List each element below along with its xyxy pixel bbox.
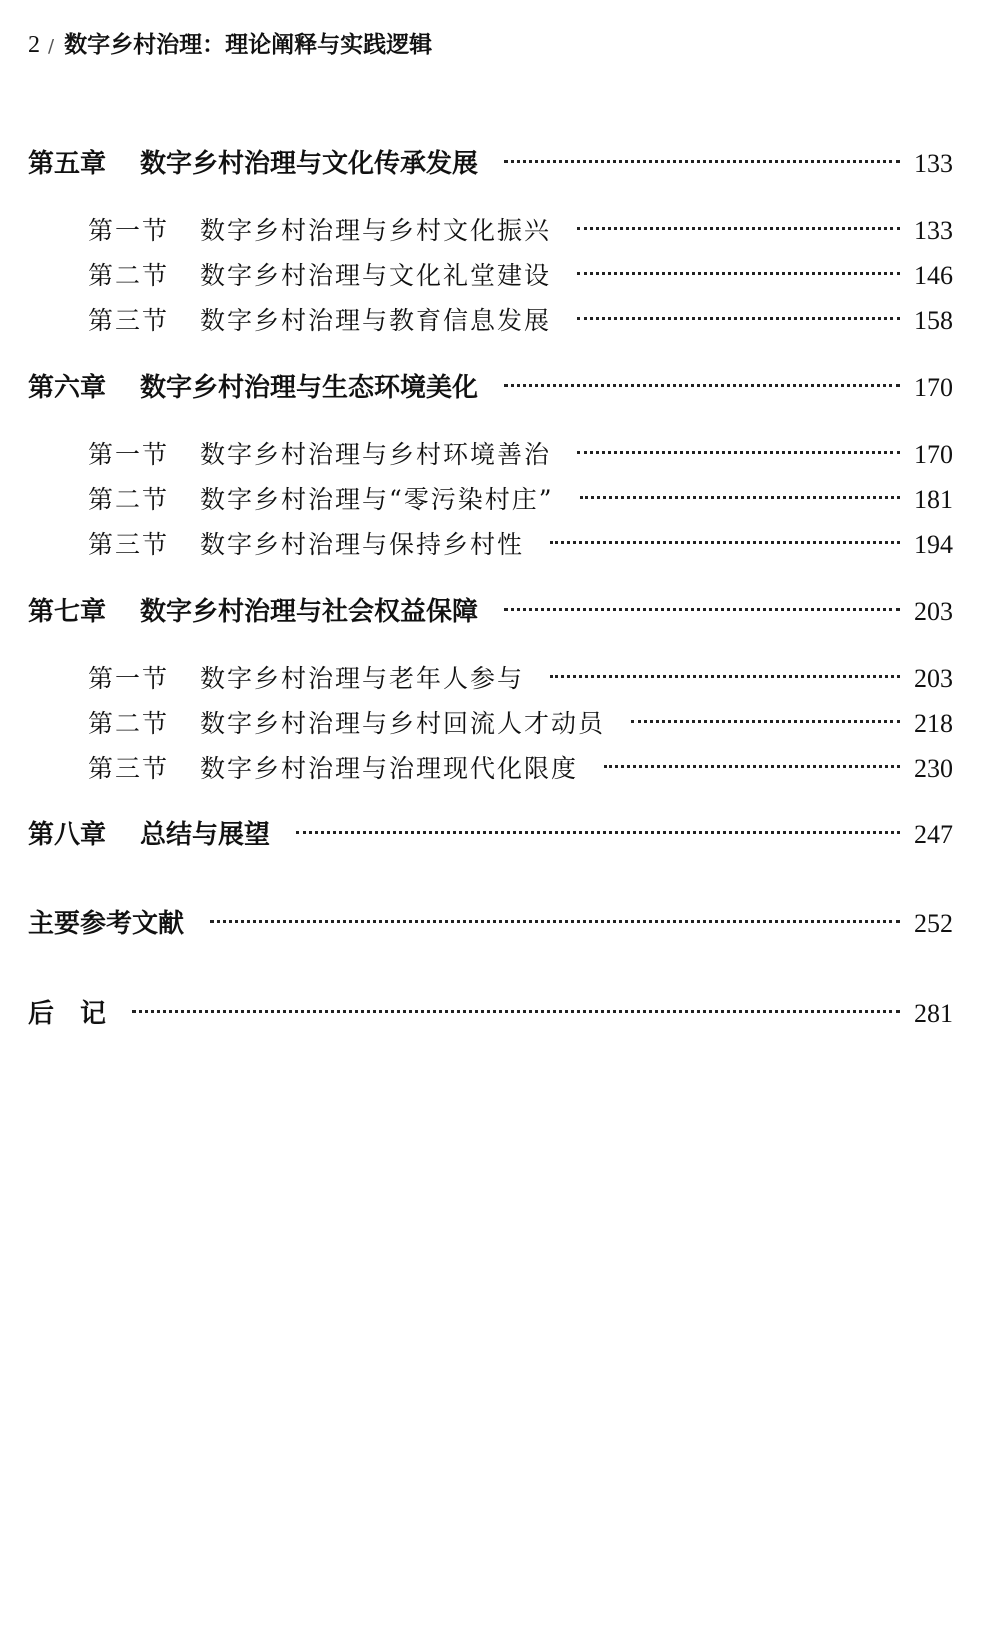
page-ref: 281	[914, 999, 953, 1028]
page-ref: 203	[914, 664, 953, 693]
page-ref: 252	[914, 909, 953, 938]
dot-leader	[577, 227, 900, 230]
chapter-title: 数字乡村治理与社会权益保障	[140, 597, 479, 627]
chapter-label: 第五章	[28, 149, 107, 179]
section-title: 数字乡村治理与治理现代化限度	[200, 754, 579, 783]
chapter-title: 数字乡村治理与文化传承发展	[140, 149, 479, 179]
page-ref: 133	[914, 216, 953, 245]
page-ref: 230	[914, 754, 953, 783]
chapter-label: 第八章	[28, 820, 107, 850]
page-ref: 181	[914, 485, 953, 514]
toc-section-5-3[interactable]	[88, 301, 953, 341]
section-title: 数字乡村治理与乡村回流人才动员	[200, 709, 606, 738]
dot-leader	[580, 496, 900, 499]
dot-leader	[577, 317, 900, 320]
section-title: 数字乡村治理与乡村环境善治	[200, 440, 552, 469]
section-label: 第一节	[88, 440, 170, 469]
dot-leader	[631, 720, 900, 723]
header-separator: /	[48, 36, 55, 57]
dot-leader	[296, 831, 900, 834]
toc-section-7-3[interactable]	[88, 749, 953, 789]
section-title: 数字乡村治理与保持乡村性	[200, 530, 525, 559]
section-label: 第二节	[88, 261, 170, 290]
toc-section-7-2[interactable]	[88, 704, 953, 744]
section-label: 第一节	[88, 216, 170, 245]
section-title: 数字乡村治理与“零污染村庄”	[200, 485, 554, 514]
toc-chapter-8[interactable]	[28, 815, 953, 855]
dot-leader	[550, 675, 900, 678]
section-title: 数字乡村治理与文化礼堂建设	[200, 261, 552, 290]
references-title: 主要参考文献	[28, 909, 185, 939]
section-label: 第三节	[88, 754, 170, 783]
section-title: 数字乡村治理与教育信息发展	[200, 306, 552, 335]
toc-section-7-1[interactable]	[88, 659, 953, 699]
page-ref: 194	[914, 530, 953, 559]
dot-leader	[504, 608, 900, 611]
chapter-label: 第七章	[28, 597, 107, 627]
dot-leader	[504, 160, 900, 163]
page-ref: 170	[914, 373, 953, 402]
toc-section-5-2[interactable]	[88, 256, 953, 296]
section-label: 第一节	[88, 664, 170, 693]
toc-section-6-3[interactable]	[88, 525, 953, 565]
afterword-title: 后 记	[28, 999, 107, 1029]
toc-section-6-1[interactable]	[88, 435, 953, 475]
toc-section-6-2[interactable]	[88, 480, 953, 520]
toc-chapter-5[interactable]	[28, 144, 953, 184]
page-ref: 203	[914, 597, 953, 626]
toc-chapter-7[interactable]	[28, 592, 953, 632]
page-ref: 218	[914, 709, 953, 738]
dot-leader	[132, 1010, 900, 1013]
dot-leader	[210, 920, 900, 923]
chapter-label: 第六章	[28, 373, 107, 403]
dot-leader	[577, 451, 900, 454]
toc-chapter-6[interactable]	[28, 368, 953, 408]
section-label: 第二节	[88, 485, 170, 514]
page-ref: 247	[914, 820, 953, 849]
section-label: 第三节	[88, 530, 170, 559]
dot-leader	[577, 272, 900, 275]
page-number: 2	[28, 32, 40, 58]
toc-references[interactable]	[28, 904, 953, 944]
book-title: 数字乡村治理：理论阐释与实践逻辑	[64, 32, 433, 58]
dot-leader	[504, 384, 900, 387]
page-ref: 146	[914, 261, 953, 290]
dot-leader	[550, 541, 900, 544]
chapter-title: 总结与展望	[140, 820, 271, 850]
section-title: 数字乡村治理与老年人参与	[200, 664, 525, 693]
section-label: 第二节	[88, 709, 170, 738]
section-title: 数字乡村治理与乡村文化振兴	[200, 216, 552, 245]
dot-leader	[604, 765, 900, 768]
chapter-title: 数字乡村治理与生态环境美化	[140, 373, 479, 403]
toc-section-5-1[interactable]	[88, 211, 953, 251]
page-ref: 170	[914, 440, 953, 469]
page-ref: 158	[914, 306, 953, 335]
page-ref: 133	[914, 149, 953, 178]
section-label: 第三节	[88, 306, 170, 335]
toc-afterword[interactable]	[28, 994, 953, 1034]
